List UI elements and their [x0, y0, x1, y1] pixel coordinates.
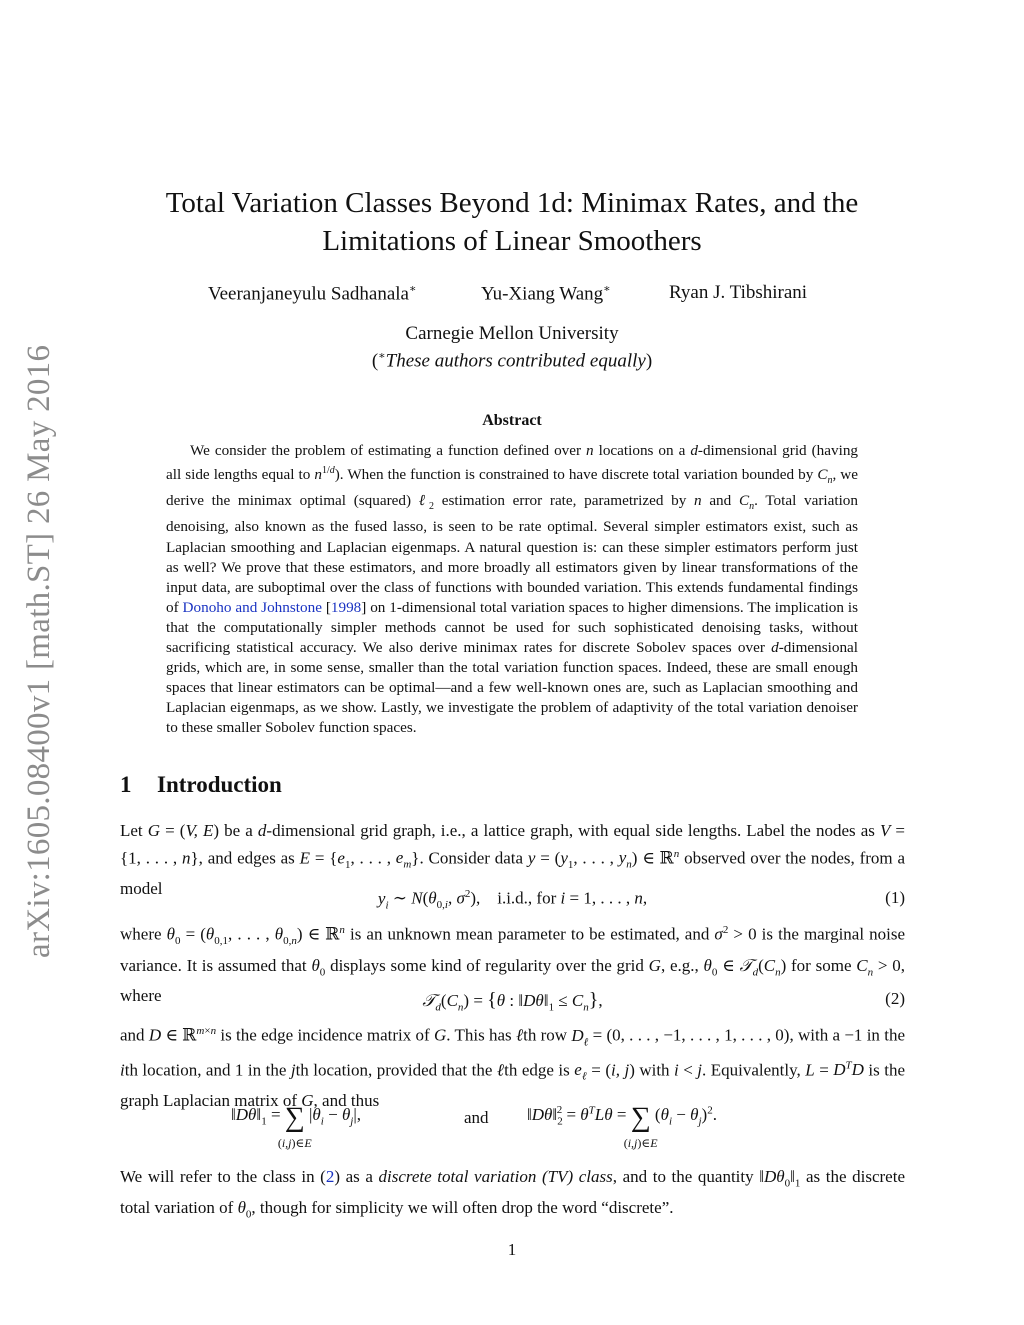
citation-link[interactable]: Donoho and Johnstone: [182, 598, 322, 616]
equation-2: $𝒯_d(C_n) = \{\theta$ : $‖D\theta‖_1 \le C_n$}, (2): [422, 989, 905, 1014]
author-2: Yu-Xiang Wang∗: [481, 283, 611, 305]
title-line-1: Total Variation Classes Beyond 1d: Minimax Rates, and the: [165, 187, 859, 219]
institution: Carnegie Mellon University: [405, 323, 619, 344]
page-number: 1: [507, 1240, 517, 1259]
author-1: Veeranjaneyulu Sadhanala∗: [208, 283, 417, 305]
and-connector: and: [464, 1108, 489, 1127]
equal-contribution-note: (∗These authors contributed equally): [371, 350, 653, 372]
citation-year-link[interactable]: 1998: [330, 598, 362, 616]
equation-2-ref-link[interactable]: 2: [325, 1167, 335, 1186]
laplacian-equation: $‖D\theta‖_2^2 = \theta^TL\theta$ = ∑ (i,j)∈E $(\theta_i - \theta_j)^2$.: [527, 1102, 717, 1150]
equation-1: $y_i$ ∼ $N(\theta_{0,i}$, $\sigma^2$), i.i.d., for i = 1, . . . , n, (1): [377, 888, 905, 912]
tv-norm-equation: $‖D\theta‖_1$ = ∑ (i,j)∈E $|\theta_i - \theta_j|$,: [231, 1102, 362, 1150]
title-line-2: Limitations of Linear Smoothers: [322, 225, 702, 257]
abstract-body: We consider the problem of estimating a function defined over n locations on a d-dimensional grid (having all side lengths equal to $n^{1/d}$). When the function is constrained to have discrete total variation bounded by $C_n$, we derive the minimax optimal (squared) ℓ$_2$ estimation error rate, parametrized by n and $C_n$. Total variation denoising, also known as the fused lasso, is seen to be rate optimal. Several simpler estimators exist, such as Laplacian smoothing and Laplacian eigenmaps. A natural question is: can these simpler estimators perform just as well? We prove that these estimators, and more broadly all estimators given by linear transformations of the input data, are suboptimal over the class of functions with bounded variation. This extends fundamental findings of Donoho and Johnstone [1998] on 1-dimensional total variation spaces to higher dimensions. The implication is that the computationally simpler methods cannot be used for such sophisticated denoising tasks, without sacrificing statistical accuracy. We also derive minimax rates for discrete Sobolev spaces over d-dimensional grids, which are, in some sense, smaller than the total variation function spaces. Indeed, these are small enough spaces that linear estimators can be optimal—and a few well-known ones are, such as Laplacian smoothing and Laplacian eigenmaps, as we show. Lastly, we investigate the problem of adaptivity of the total variation denoiser to these smaller Sobolev function spaces.: [166, 442, 859, 737]
arxiv-stamp: arXiv:1605.08400v1 [math.ST] 26 May 2016: [21, 344, 57, 958]
author-3: Ryan J. Tibshirani: [669, 282, 808, 303]
intro-paragraph-2: where $\theta_0 = (\theta_{0,1}$, . . . , $\theta_{0,n}$) ∈ ℝ$^n$ is an unknown mean parameter to be estimated, and $\sigma^2 > 0$ is the marginal noise variance. It is assumed that $\theta_0$ displays some kind of regularity over the grid G, e.g., $\theta_0$ ∈ $𝒯_d(C_n)$ for some $C_n > 0$, where: [120, 924, 906, 1006]
affiliation: [0, 322, 1024, 372]
intro-paragraph-1: Let G = (V, E) be a d-dimensional grid graph, i.e., a lattice graph, with equal side lengths. Label the nodes as V = {1, . . . , n}, and edges as $E = \{e_1$, . . . , $e_m$}. Consider data $y = (y_1$, . . . , $y_n$) ∈ ℝ$^n$ observed over the nodes, from a model: [120, 821, 906, 899]
section-heading: 1 Introduction: [120, 772, 282, 797]
equation-1-number: (1): [885, 888, 905, 907]
paper-title: [0, 184, 1024, 260]
abstract-heading: Abstract: [482, 412, 542, 429]
intro-paragraph-3: and D ∈ ℝ$^{m\times n}$ is the edge incidence matrix of G. This has ℓth row $D_\ell = (0$, . . . , −1, . . . , 1, . . . , 0), with a −1 in the ith location, and 1 in the jth location, provided that the ℓth edge is $e_\ell = (i$, j) with i < j. Equivalently, $L = D^TD$ is the graph Laplacian matrix of G, and thus: [120, 1025, 905, 1111]
equation-2-number: (2): [885, 989, 905, 1008]
intro-paragraph-4: We will refer to the class in (2) as a discrete total variation (TV) class, and to the quantity $‖D\theta_0‖_1$ as the discrete total variation of $\theta_0$, though for simplicity we will often drop the word “discrete”.: [120, 1167, 905, 1221]
